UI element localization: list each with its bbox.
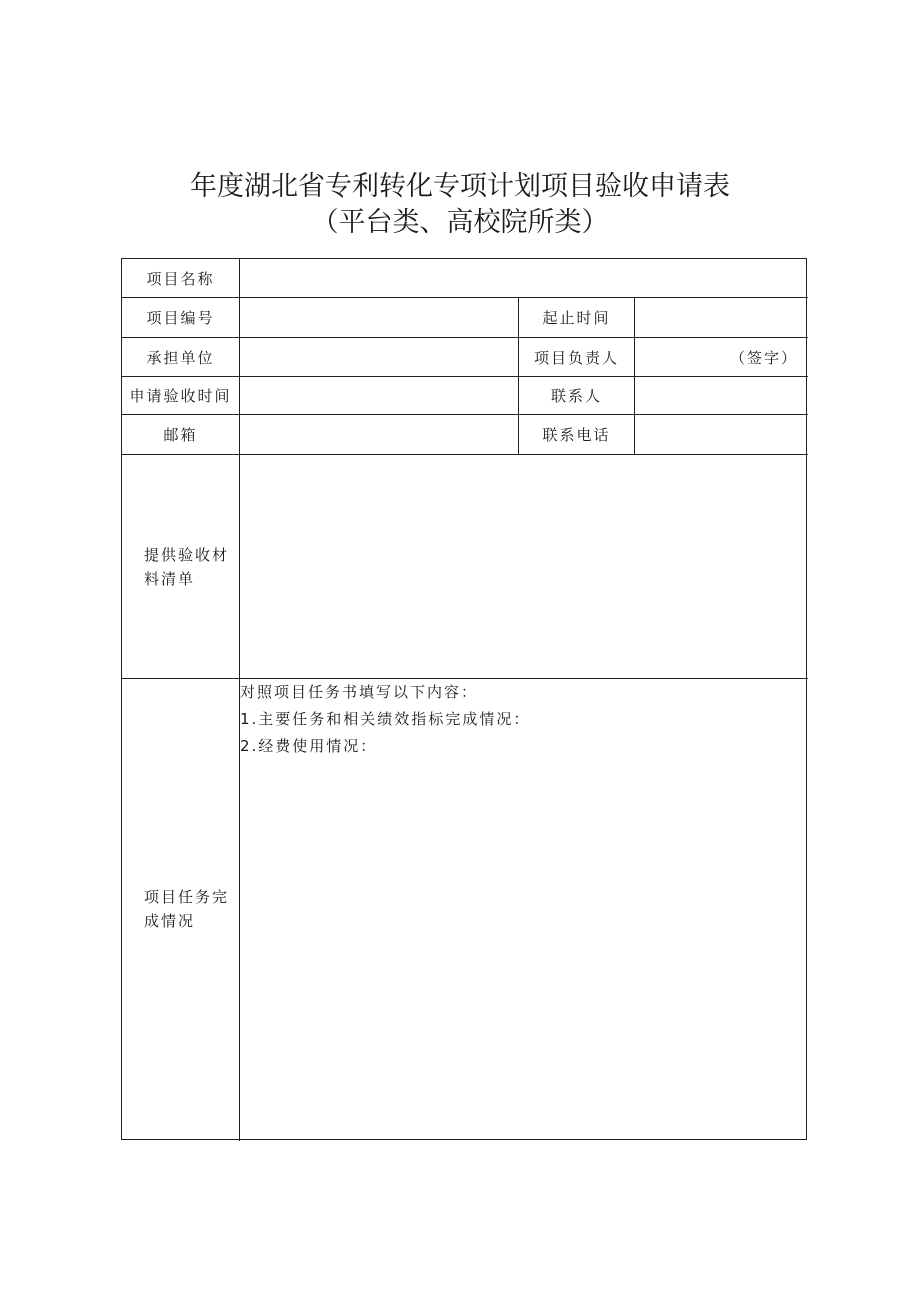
signature-hint: （签字）	[730, 349, 799, 367]
materials-label	[122, 455, 239, 678]
document-title: 年度湖北省专利转化专项计划项目验收申请表	[190, 171, 730, 202]
materials-label-line2: 料清单	[144, 569, 196, 588]
materials-label-line1: 提供验收材	[144, 545, 230, 564]
contact-person-label: 联系人	[550, 387, 602, 405]
completion-item-1: 1.主要任务和相关绩效指标完成情况：	[240, 710, 531, 728]
completion-intro: 对照项目任务书填写以下内容：	[240, 683, 479, 701]
undertaking-unit-label: 承担单位	[146, 348, 215, 367]
project-leader-label: 项目负责人	[533, 348, 619, 367]
project-name-field[interactable]	[240, 259, 806, 297]
email-label: 邮箱	[163, 426, 198, 444]
project-name-label: 项目名称	[146, 269, 215, 288]
project-number-label: 项目编号	[146, 309, 215, 327]
completion-content	[240, 679, 800, 760]
completion-label-line2: 成情况	[144, 912, 196, 930]
completion-label-line1: 项目任务完	[144, 888, 230, 906]
contact-phone-label: 联系电话	[542, 426, 611, 444]
apply-time-label: 申请验收时间	[129, 387, 232, 405]
completion-item-2: 2.经费使用情况：	[240, 737, 378, 755]
start-end-time-label: 起止时间	[542, 309, 611, 327]
project-number-field[interactable]	[240, 298, 518, 337]
undertaking-unit-field[interactable]	[240, 338, 518, 376]
contact-person-field[interactable]	[635, 377, 806, 414]
document-subtitle: （平台类、高校院所类）	[311, 207, 609, 238]
email-field[interactable]	[240, 415, 518, 454]
apply-time-field[interactable]	[240, 377, 518, 414]
contact-phone-field[interactable]	[635, 415, 806, 454]
materials-field[interactable]	[240, 455, 806, 678]
completion-label	[122, 679, 239, 1139]
start-end-time-field[interactable]	[635, 298, 806, 337]
